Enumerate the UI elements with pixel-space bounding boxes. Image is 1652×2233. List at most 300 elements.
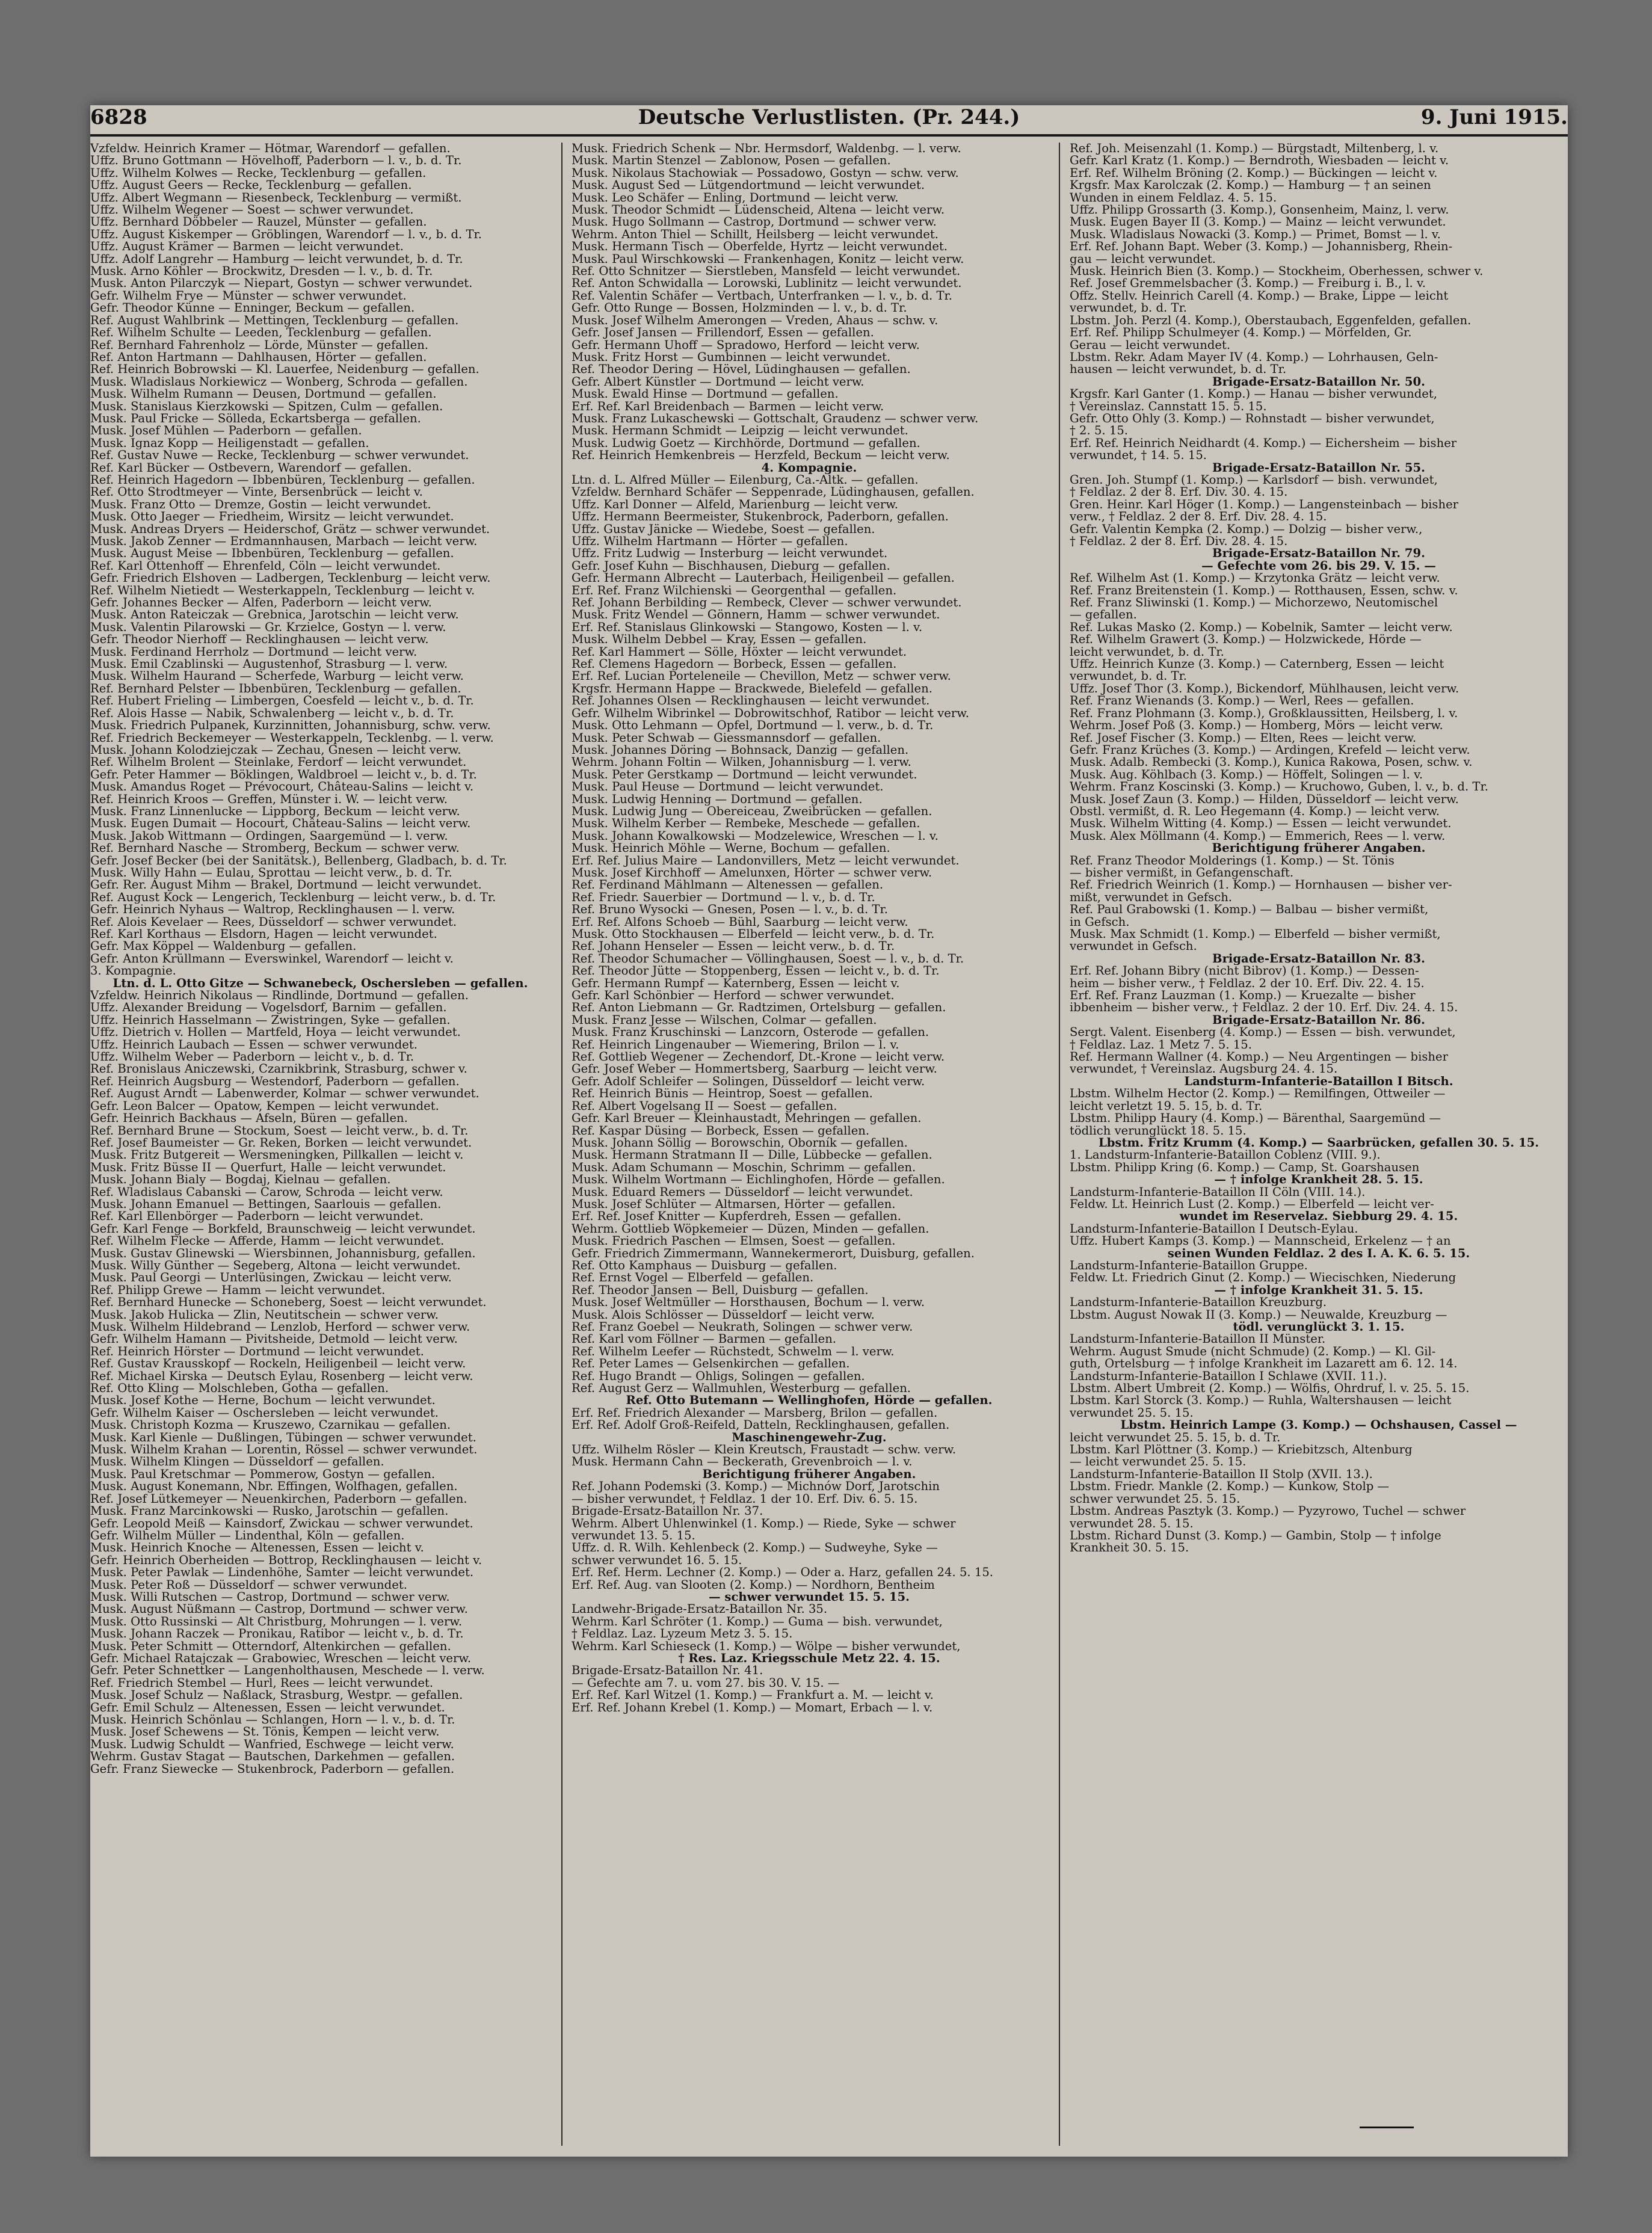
section-heading: wundet im Reservelaz. Siebburg 29. 4. 15. bbox=[1179, 1210, 1458, 1223]
casualty-entry: ibbenheim — bisher verw., † Feldlaz. 2 der 10. Erf. Div. 24. 4. 15. bbox=[1070, 1002, 1458, 1014]
casualty-entry: Musk. Peter Roß — Düsseldorf — schwer verwundet. bbox=[90, 1578, 407, 1591]
casualty-entry: Ref. Ernst Vogel — Elberfeld — gefallen. bbox=[572, 1272, 814, 1284]
casualty-entry: Erf. Ref. Aug. van Slooten (2. Komp.) — Nordhorn, Bentheim bbox=[572, 1578, 935, 1591]
casualty-entry: Gefr. Wilhelm Wibrinkel — Dobrowitschhof, Ratibor — leicht verw. bbox=[572, 707, 969, 720]
casualty-entry: Musk. Johann Söllig — Borowschin, Oborník — gefallen. bbox=[572, 1136, 908, 1150]
casualty-entry: Landsturm-Infanterie-Bataillon I Deutsch-Eylau. bbox=[1070, 1222, 1358, 1236]
casualty-entry: Ltn. d. L. Alfred Müller — Eilenburg, Ca.-Altk. — gefallen. bbox=[572, 473, 919, 487]
casualty-entry: Uffz. Alexander Breidung — Vogelsdorf, Barnim — gefallen. bbox=[90, 1002, 447, 1014]
casualty-entry: verwundet 28. 5. 15. bbox=[1070, 1517, 1194, 1530]
casualty-entry: Ref. Josef Fischer (3. Komp.) — Elten, Rees — leicht verw. bbox=[1070, 732, 1417, 744]
casualty-entry: Ref. Peter Lames — Gelsenkirchen — gefallen. bbox=[572, 1358, 850, 1370]
casualty-entry: Offz. Stellv. Heinrich Carell (4. Komp.) — Brake, Lippe — leicht bbox=[1070, 289, 1449, 303]
casualty-entry: Ref. Wilhelm Schulte — Leeden, Tecklenburg — gefallen. bbox=[90, 327, 432, 339]
casualty-entry: Gefr. Wilhelm Frye — Münster — schwer verwundet. bbox=[90, 289, 407, 303]
casualty-entry: Gefr. Franz Krüches (3. Komp.) — Ardingen, Krefeld — leicht verw. bbox=[1070, 744, 1470, 757]
casualty-entry: Gefr. Josef Kuhn — Bischhausen, Dieburg — gefallen. bbox=[572, 559, 890, 573]
casualty-entry: Landwehr-Brigade-Ersatz-Bataillon Nr. 35. bbox=[572, 1603, 828, 1616]
casualty-entry: Ref. Otto Kling — Molschleben, Gotha — gefallen. bbox=[90, 1382, 389, 1395]
casualty-entry: Wehrm. August Smude (nicht Schmude) (2. Komp.) — Kl. Gil- bbox=[1070, 1345, 1436, 1358]
casualty-entry: Erf. Ref. Wilhelm Bröning (2. Komp.) — Bückingen — leicht v. bbox=[1070, 167, 1438, 180]
casualty-entry: Ref. Karl vom Föllner — Barmen — gefallen. bbox=[572, 1333, 837, 1346]
casualty-entry: Musk. Aug. Köhlbach (3. Komp.) — Höffelt, Solingen — l. v. bbox=[1070, 768, 1423, 781]
casualty-entry: Musk. Adalb. Rembecki (3. Komp.), Kunica Rakowa, Posen, schw. v. bbox=[1070, 756, 1473, 769]
section-heading: Ltn. d. L. Otto Gitze — Schwanebeck, Oschersleben — gefallen. bbox=[112, 977, 528, 990]
casualty-entry: Uffz. Philipp Grossarth (3. Komp.), Gonsenheim, Mainz, l. verw. bbox=[1070, 204, 1449, 217]
section-heading: Berichtigung früherer Angaben. bbox=[702, 1468, 916, 1481]
casualty-entry: Musk. Hermann Cahn — Beckerath, Grevenbroich — l. v. bbox=[572, 1456, 913, 1468]
casualty-entry: leicht verwundet 25. 5. 15, b. d. Tr. bbox=[1070, 1431, 1281, 1444]
section-heading: — † infolge Krankheit 28. 5. 15. bbox=[1214, 1174, 1423, 1186]
casualty-entry: Ref. Bernhard Nasche — Stromberg, Beckum — schwer verw. bbox=[90, 842, 460, 855]
casualty-entry: Gefr. Karl Schönbier — Herford — schwer verwundet. bbox=[572, 990, 895, 1002]
casualty-entry: Musk. Franz Kruschinski — Lanzcorn, Osterode — gefallen. bbox=[572, 1026, 929, 1039]
casualty-entry: Erf. Ref. Julius Maire — Landonvillers, Metz — leicht verwundet. bbox=[572, 854, 960, 867]
casualty-entry: Musk. Eugen Bayer II (3. Komp.) — Mainz — leicht verwundet. bbox=[1070, 216, 1446, 229]
casualty-entry: Ref. Wilhelm Nietiedt — Westerkappeln, Tecklenburg — leicht v. bbox=[90, 584, 475, 597]
casualty-entry: Lbstm. Wilhelm Hector (2. Komp.) — Remilfingen, Ottweiler — bbox=[1070, 1088, 1446, 1100]
header-rule bbox=[90, 134, 1568, 137]
casualty-entry: Feldw. Lt. Heinrich Lust (2. Komp.) — Elberfeld — leicht ver- bbox=[1070, 1198, 1434, 1211]
casualty-entry: Uffz. Heinrich Hasselmann — Zwistringen, Syke — gefallen. bbox=[90, 1014, 451, 1027]
casualty-entry: Erf. Ref. Adolf Groß-Reifeld, Datteln, Recklinghausen, gefallen. bbox=[572, 1419, 950, 1432]
casualty-entry: Musk. Franz Marcinkowski — Rusko, Jarotschin — gefallen. bbox=[90, 1505, 449, 1518]
casualty-entry: Erf. Ref. Heinrich Neidhardt (4. Komp.) — Eichersheim — bisher bbox=[1070, 437, 1457, 450]
casualty-entry: Musk. Friedrich Paschen — Elmsen, Soest — gefallen. bbox=[572, 1235, 896, 1248]
casualty-entry: Musk. Otto Stockhausen — Elberfeld — leicht verw., b. d. Tr. bbox=[572, 928, 935, 941]
casualty-entry: Ref. Wilhelm Leefer — Rüchstedt, Schwelm — l. verw. bbox=[572, 1345, 895, 1358]
casualty-entry: verwundet in Gefsch. bbox=[1070, 940, 1197, 953]
casualty-entry: Musk. Wladislaus Nowacki (3. Komp.) — Primet, Bomst — l. v. bbox=[1070, 228, 1441, 241]
casualty-entry: Landsturm-Infanterie-Bataillon I Schlawe (XVII. 11.). bbox=[1070, 1370, 1387, 1383]
casualty-entry: Erf. Ref. Karl Witzel (1. Komp.) — Frankfurt a. M. — leicht v. bbox=[572, 1689, 934, 1702]
casualty-entry: Musk. Martin Stenzel — Zablonow, Posen — gefallen. bbox=[572, 155, 891, 167]
casualty-entry: Ref. Franz Sliwinski (1. Komp.) — Michorzewo, Neutomischel bbox=[1070, 597, 1438, 609]
casualty-entry: Musk. Heinrich Möhle — Werne, Bochum — gefallen. bbox=[572, 842, 890, 855]
casualty-entry: Musk. Wilhelm Debbel — Kray, Essen — gefallen. bbox=[572, 633, 867, 646]
casualty-entry: Ref. Lukas Masko (2. Komp.) — Kobelnik, Samter — leicht verw. bbox=[1070, 621, 1453, 634]
casualty-entry: gau — leicht verwundet. bbox=[1070, 253, 1216, 266]
casualty-entry: Musk. Paul Fricke — Sölleda, Eckartsberga — gefallen. bbox=[90, 412, 421, 425]
casualty-entry: Gren. Heinr. Karl Höger (1. Komp.) — Langensteinbach — bisher bbox=[1070, 498, 1459, 511]
casualty-entry: Erf. Ref. Johann Bapt. Weber (3. Komp.) — Johannisberg, Rhein- bbox=[1070, 241, 1453, 253]
casualty-entry: Musk. Max Schmidt (1. Komp.) — Elberfeld — bisher vermißt, bbox=[1070, 928, 1441, 941]
casualty-entry: Wehrm. Gottlieb Wöpkemeier — Düzen, Minden — gefallen. bbox=[572, 1222, 929, 1236]
casualty-entry: † Vereinslaz. Cannstatt 15. 5. 15. bbox=[1070, 400, 1267, 413]
casualty-entry: Erf. Ref. Franz Wilchienski — Georgenthal — gefallen. bbox=[572, 584, 897, 597]
casualty-entry: Landsturm-Infanterie-Bataillon II Cöln (VIII. 14.). bbox=[1070, 1186, 1366, 1198]
casualty-entry: Lbstm. Andreas Pasztyk (3. Komp.) — Pyzyrowo, Tuchel — schwer bbox=[1070, 1505, 1466, 1518]
casualty-entry: Lbstm. Richard Dunst (3. Komp.) — Gambin, Stolp — † infolge bbox=[1070, 1529, 1441, 1542]
casualty-entry: Ref. Hermann Wallner (4. Komp.) — Neu Argentingen — bisher bbox=[1070, 1051, 1448, 1064]
casualty-entry: Gefr. Otto Ohly (3. Komp.) — Rohnstadt — bisher verwundet, bbox=[1070, 412, 1435, 425]
newspaper-page bbox=[90, 105, 1568, 2157]
casualty-entry: Uffz. Adolf Langrehr — Hamburg — leicht verwundet, b. d. Tr. bbox=[90, 253, 463, 266]
casualty-entry: † 2. 5. 15. bbox=[1070, 425, 1129, 437]
casualty-entry: Gefr. Albert Künstler — Dortmund — leicht verw. bbox=[572, 375, 865, 389]
casualty-entry: Erf. Ref. Karl Breidenbach — Barmen — leicht verw. bbox=[572, 400, 884, 413]
casualty-entry: Lbstm. Philipp Kring (6. Komp.) — Camp, St. Goarshausen bbox=[1070, 1161, 1420, 1174]
casualty-entry: Musk. Heinrich Schönlau — Schlangen, Horn — l. v., b. d. Tr. bbox=[90, 1714, 455, 1726]
casualty-entry: verwundet, b. d. Tr. bbox=[1070, 670, 1188, 683]
casualty-entry: Musk. Wilhelm Witting (4. Komp.) — Essen — leicht verwundet. bbox=[1070, 818, 1452, 830]
casualty-entry: Erf. Ref. Friedrich Alexander — Marsberg, Brilon — gefallen. bbox=[572, 1406, 938, 1420]
casualty-entry: verwundet, † Vereinslaz. Augsburg 24. 4. 15. bbox=[1070, 1063, 1338, 1076]
casualty-entry: Uffz. Gustav Jänicke — Wiedebe, Soest — gefallen. bbox=[572, 523, 875, 535]
casualty-entry: Musk. Heinrich Bien (3. Komp.) — Stockheim, Oberhessen, schwer v. bbox=[1070, 265, 1484, 278]
casualty-entry: Lbstm. Albert Umbreit (2. Komp.) — Wölfis, Ohrdruf, l. v. 25. 5. 15. bbox=[1070, 1382, 1470, 1395]
casualty-entry: Musk. Peter Pawlak — Lindenhöhe, Samter — leicht verwundet. bbox=[90, 1566, 474, 1579]
casualty-entry: Musk. Otto Lehmann — Opfel, Dortmund — l. verw., b. d. Tr. bbox=[572, 719, 934, 732]
casualty-entry: Uffz. Wilhelm Weber — Paderborn — leicht v., b. d. Tr. bbox=[90, 1051, 415, 1064]
casualty-entry: verw., † Feldlaz. 2 der 8. Erf. Div. 28. 4. 15. bbox=[1070, 511, 1327, 523]
section-heading: — schwer verwundet 15. 5. 15. bbox=[709, 1591, 910, 1604]
casualty-entry: — bisher vermißt, in Gefangenschaft. bbox=[1070, 866, 1294, 879]
casualty-entry: Ref. Franz Theodor Molderings (1. Komp.) — St. Tönis bbox=[1070, 854, 1395, 867]
casualty-entry: Erf. Ref. Stanislaus Glinkowski — Stangowo, Kosten — l. v. bbox=[572, 621, 923, 634]
casualty-entry: Musk. Hermann Tisch — Oberfelde, Hyrtz — leicht verwundet. bbox=[572, 241, 948, 253]
casualty-entry: Wehrm. Albert Uhlenwinkel (1. Komp.) — Riede, Syke — schwer bbox=[572, 1517, 956, 1530]
casualty-entry: Lbstm. Philipp Haury (4. Komp.) — Bärenthal, Saargemünd — bbox=[1070, 1112, 1441, 1125]
page-title: Deutsche Verlustlisten. (Pr. 244.) bbox=[638, 105, 1020, 129]
casualty-entry: Musk. August Konemann, Nbr. Effingen, Wolfhagen, gefallen. bbox=[90, 1480, 458, 1493]
casualty-entry: Ref. Wilhelm Ast (1. Komp.) — Krzytonka Grätz — leicht verw. bbox=[1070, 572, 1440, 585]
casualty-entry: Ref. Anton Liebmann — Gr. Radtzimen, Ortelsburg — gefallen. bbox=[572, 1002, 946, 1014]
casualty-entry: Musk. Wilhelm Krahan — Lorentin, Rössel — schwer verwundet. bbox=[90, 1444, 478, 1456]
casualty-entry: Ref. Philipp Grewe — Hamm — leicht verwundet. bbox=[90, 1284, 386, 1297]
casualty-entry: Musk. Willi Rutschen — Castrop, Dortmund — schwer verw. bbox=[90, 1591, 450, 1604]
casualty-entry: Erf. Ref. Johann Bibry (nicht Bibrov) (1. Komp.) — Dessen- bbox=[1070, 965, 1419, 978]
section-heading: Brigade-Ersatz-Bataillon Nr. 83. bbox=[1212, 952, 1425, 966]
casualty-entry: Uffz. Hermann Beermeister, Stukenbrock, Paderborn, gefallen. bbox=[572, 511, 949, 523]
casualty-entry: Ref. Otto Strodtmeyer — Vinte, Bersenbrück — leicht v. bbox=[90, 486, 423, 499]
casualty-entry: Gefr. Anton Krüllmann — Everswinkel, Warendorf — leicht v. bbox=[90, 952, 454, 966]
casualty-entry: Lbstm. Rekr. Adam Mayer IV (4. Komp.) — Lohrhausen, Geln- bbox=[1070, 351, 1438, 364]
casualty-entry: Ref. Karl Hammert — Sölle, Höxter — leicht verwundet. bbox=[572, 645, 907, 659]
casualty-entry: Musk. Anton Pilarczyk — Niepart, Gostyn — schwer verwundet. bbox=[90, 277, 473, 290]
casualty-entry: Ref. Wladislaus Cabanski — Carow, Schroda — leicht verw. bbox=[90, 1186, 443, 1198]
casualty-entry: Musk. Fritz Butgereit — Wersmeningken, Pillkallen — leicht v. bbox=[90, 1149, 464, 1162]
casualty-entry: Musk. Paul Georgi — Unterlüsingen, Zwickau — leicht verw. bbox=[90, 1272, 452, 1284]
casualty-entry: Gefr. Heinrich Nyhaus — Waltrop, Recklinghausen — l. verw. bbox=[90, 904, 455, 916]
section-heading: — † infolge Krankheit 31. 5. 15. bbox=[1214, 1284, 1423, 1297]
casualty-entry: Gefr. Johannes Becker — Alfen, Paderborn — leicht verw. bbox=[90, 597, 432, 609]
casualty-entry: Uffz. Bruno Gottmann — Hövelhoff, Paderborn — l. v., b. d. Tr. bbox=[90, 155, 462, 167]
casualty-entry: Ref. August Kock — Lengerich, Tecklenburg — leicht verw., b. d. Tr. bbox=[90, 891, 496, 904]
casualty-entry: Musk. Ludwig Jung — Obereiceau, Zweibrücken — gefallen. bbox=[572, 805, 932, 818]
casualty-entry: Gefr. Theodor Nierhoff — Recklinghausen — leicht verw. bbox=[90, 633, 429, 646]
section-heading: Brigade-Ersatz-Bataillon Nr. 50. bbox=[1212, 375, 1425, 389]
casualty-entry: Musk. Johann Kolodziejczak — Zechau, Gnesen — leicht verw. bbox=[90, 744, 461, 757]
casualty-entry: Lbstm. August Nowak II (3. Komp.) — Neuwalde, Kreuzburg — bbox=[1070, 1308, 1447, 1321]
casualty-entry: Erf. Ref. Philipp Schulmeyer (4. Komp.) — Mörfelden, Gr. bbox=[1070, 327, 1412, 339]
column-2 bbox=[572, 143, 1047, 2146]
section-heading: Brigade-Ersatz-Bataillon Nr. 79. bbox=[1212, 547, 1425, 560]
casualty-entry: Musk. Fritz Büsse II — Querfurt, Halle — leicht verwundet. bbox=[90, 1161, 446, 1174]
casualty-entry: Gefr. Friedrich Elshoven — Ladbergen, Tecklenburg — leicht verw. bbox=[90, 572, 491, 585]
casualty-entry: Ref. Valentin Schäfer — Vertbach, Unterfranken — l. v., b. d. Tr. bbox=[572, 289, 952, 303]
casualty-entry: Uffz. Fritz Ludwig — Insterburg — leicht verwundet. bbox=[572, 547, 888, 560]
casualty-entry: Gefr. Karl Breuer — Kleinhaustadt, Mehringen — gefallen. bbox=[572, 1112, 922, 1125]
casualty-entry: Landsturm-Infanterie-Bataillon Kreuzburg. bbox=[1070, 1296, 1327, 1309]
casualty-entry: Musk. Peter Schmitt — Otterndorf, Altenkirchen — gefallen. bbox=[90, 1640, 451, 1652]
casualty-entry: Ref. Joh. Meisenzahl (1. Komp.) — Bürgstadt, Miltenberg, l. v. bbox=[1070, 143, 1439, 155]
casualty-entry: Ref. Otto Schnitzer — Sierstleben, Mansfeld — leicht verwundet. bbox=[572, 265, 961, 278]
casualty-entry: Krgsfr. Max Karolczak (2. Komp.) — Hamburg — † an seinen bbox=[1070, 179, 1431, 192]
casualty-entry: Musk. Ludwig Goetz — Kirchhörde, Dortmund — gefallen. bbox=[572, 437, 920, 450]
casualty-entry: Musk. Jakob Hulicka — Zlin, Neutitschein — schwer verw. bbox=[90, 1308, 439, 1321]
casualty-entry: Musk. Franz Linnenlucke — Lippborg, Beckum — leicht verw. bbox=[90, 805, 460, 818]
casualty-entry: Ref. Heinrich Lingenauber — Wiemering, Brilon — l. v. bbox=[572, 1038, 899, 1052]
casualty-entry: Musk. Theodor Schmidt — Lüdenscheid, Altena — leicht verw. bbox=[572, 204, 945, 217]
casualty-entry: schwer verwundet 16. 5. 15. bbox=[572, 1554, 742, 1567]
casualty-entry: Ref. Alois Kevelaer — Rees, Düsseldorf — schwer verwundet. bbox=[90, 916, 457, 928]
casualty-entry: Erf. Ref. Franz Lauzman (1. Komp.) — Kruezalte — bisher bbox=[1070, 990, 1416, 1002]
casualty-entry: Wunden in einem Feldlaz. 4. 5. 15. bbox=[1070, 191, 1277, 205]
casualty-entry: Gefr. Valentin Kempka (2. Komp.) — Dolzig — bisher verw., bbox=[1070, 523, 1423, 535]
casualty-entry: Musk. Wilhelm Klingen — Düsseldorf — gefallen. bbox=[90, 1456, 384, 1468]
casualty-entry: Uffz. Heinrich Kunze (3. Komp.) — Caternberg, Essen — leicht bbox=[1070, 658, 1444, 671]
casualty-entry: Feldw. Lt. Friedrich Ginut (2. Komp.) — Wiecischken, Niederung bbox=[1070, 1272, 1456, 1284]
casualty-entry: Musk. Paul Wirschkowski — Frankenhagen, Konitz — leicht verw. bbox=[572, 253, 964, 266]
casualty-entry: Erf. Ref. Johann Krebel (1. Komp.) — Momart, Erbach — l. v. bbox=[572, 1701, 933, 1714]
casualty-entry: Musk. Adam Schumann — Moschin, Schrimm — gefallen. bbox=[572, 1161, 916, 1174]
casualty-entry: Ref. Josef Gremmelsbacher (3. Komp.) — Freiburg i. B., l. v. bbox=[1070, 277, 1426, 290]
casualty-entry: Obstl. vermißt, d. R. Leo Hegemann (4. Komp.) — leicht verw. bbox=[1070, 805, 1440, 818]
casualty-entry: Ref. Johann Henseler — Essen — leicht verw., b. d. Tr. bbox=[572, 940, 895, 953]
casualty-entry: Landsturm-Infanterie-Bataillon II Stolp (XVII. 13.). bbox=[1070, 1468, 1373, 1481]
casualty-entry: Gefr. Michael Ratajczak — Grabowiec, Wreschen — leicht verw. bbox=[90, 1652, 472, 1665]
casualty-entry: Musk. Ferdinand Herrholz — Dortmund — leicht verw. bbox=[90, 645, 418, 659]
casualty-entry: Uffz. Hubert Kamps (3. Komp.) — Mannscheid, Erkelenz — † an bbox=[1070, 1235, 1451, 1248]
casualty-entry: Musk. Josef Schlüter — Altmarsen, Hörter — gefallen. bbox=[572, 1198, 896, 1211]
casualty-entry: Gefr. Wilhelm Hamann — Pivitsheide, Detmold — leicht verw. bbox=[90, 1333, 458, 1346]
casualty-entry: Musk. Josef Schewens — St. Tönis, Kempen — leicht verw. bbox=[90, 1726, 440, 1739]
casualty-entry: Musk. August Nüßmann — Castrop, Dortmund — schwer verw. bbox=[90, 1603, 468, 1616]
casualty-entry: Musk. Heinrich Knoche — Altenessen, Essen — leicht v. bbox=[90, 1542, 424, 1554]
casualty-entry: Gefr. Hermann Rumpf — Katernberg, Essen — leicht v. bbox=[572, 977, 900, 990]
casualty-entry: Uffz. Dietrich v. Hollen — Martfeld, Hoya — leicht verwundet. bbox=[90, 1026, 461, 1039]
casualty-entry: Ref. Heinrich Hörster — Dortmund — leicht verwundet. bbox=[90, 1345, 424, 1358]
casualty-entry: Musk. Eugen Dumait — Hocourt, Château-Salins — leicht verw. bbox=[90, 818, 471, 830]
casualty-entry: Ref. Theodor Jansen — Bell, Duisburg — gefallen. bbox=[572, 1284, 869, 1297]
casualty-entry: Landsturm-Infanterie-Bataillon II Münster. bbox=[1070, 1333, 1326, 1346]
casualty-entry: Ref. Josef Baumeister — Gr. Reken, Borken — leicht verwundet. bbox=[90, 1136, 472, 1150]
casualty-entry: Gefr. Adolf Schleifer — Solingen, Düsseldorf — leicht verw. bbox=[572, 1075, 925, 1088]
casualty-entry: Ref. Heinrich Hemkenbreis — Herzfeld, Beckum — leicht verw. bbox=[572, 449, 950, 462]
casualty-entry: Musk. Paul Heuse — Dortmund — leicht verwundet. bbox=[572, 781, 884, 793]
casualty-entry: Ref. Bruno Wysocki — Gnesen, Posen — l. v., b. d. Tr. bbox=[572, 904, 888, 916]
casualty-entry: Gefr. Hermann Uhoff — Spradowo, Herford — leicht verw. bbox=[572, 339, 920, 351]
casualty-entry: Ref. Wilhelm Grawert (3. Komp.) — Holzwickede, Hörde — bbox=[1070, 633, 1422, 646]
casualty-entry: Ref. Anton Hartmann — Dahlhausen, Hörter — gefallen. bbox=[90, 351, 427, 364]
casualty-entry: Ref. Friedrich Beckemeyer — Westerkappeln, Tecklenbg. — l. verw. bbox=[90, 732, 494, 744]
casualty-entry: Gefr. Theodor Künne — Enninger, Beckum — gefallen. bbox=[90, 302, 415, 315]
casualty-entry: Gren. Joh. Stumpf (1. Komp.) — Karlsdorf — bish. verwundet, bbox=[1070, 473, 1438, 487]
casualty-entry: verwundet, † 14. 5. 15. bbox=[1070, 449, 1207, 462]
page-number: 6828 bbox=[90, 105, 147, 129]
column-divider-1 bbox=[561, 143, 562, 2146]
casualty-entry: Ref. Bernhard Brune — Stockum, Soest — leicht verw., b. d. Tr. bbox=[90, 1124, 469, 1137]
casualty-entry: Ref. Kaspar Düsing — Borbeck, Essen — gefallen. bbox=[572, 1124, 870, 1137]
casualty-entry: Musk. August Sed — Lütgendortmund — leicht verwundet. bbox=[572, 179, 925, 192]
casualty-entry: Ref. Franz Wienands (3. Komp.) — Werl, Rees — gefallen. bbox=[1070, 695, 1414, 707]
casualty-entry: Ref. Friedrich Stembel — Hurl, Rees — leicht verwundet. bbox=[90, 1677, 434, 1690]
casualty-entry: Ref. Josef Lütkemeyer — Neuenkirchen, Paderborn — gefallen. bbox=[90, 1492, 467, 1506]
casualty-entry: Brigade-Ersatz-Bataillon Nr. 37. bbox=[572, 1505, 763, 1518]
casualty-entry: Musk. Wilhelm Rumann — Deusen, Dortmund — gefallen. bbox=[90, 388, 437, 401]
casualty-entry: heim — bisher verw., † Feldlaz. 2 der 10. Erf. Div. 22. 4. 15. bbox=[1070, 977, 1425, 990]
casualty-entry: Musk. Josef Schulz — Naßlack, Strasburg, Westpr. — gefallen. bbox=[90, 1689, 463, 1702]
casualty-entry: Musk. Karl Kienle — Dußlingen, Tübingen — schwer verwundet. bbox=[90, 1431, 476, 1444]
casualty-entry: Gefr. Peter Hammer — Böklingen, Waldbroel — leicht v., b. d. Tr. bbox=[90, 768, 477, 781]
casualty-entry: Gefr. Josef Becker (bei der Sanitätsk.), Bellenberg, Gladbach, b. d. Tr. bbox=[90, 854, 507, 867]
casualty-entry: Gefr. Wilhelm Müller — Lindenthal, Köln — gefallen. bbox=[90, 1529, 405, 1542]
casualty-entry: Ref. Hubert Frieling — Limbergen, Coesfeld — leicht v., b. d. Tr. bbox=[90, 695, 474, 707]
casualty-entry: Ref. August Arndt — Labenwerder, Kolmar — schwer verwundet. bbox=[90, 1088, 479, 1100]
casualty-entry: Gefr. Hermann Albrecht — Lauterbach, Heiligenbeil — gefallen. bbox=[572, 572, 955, 585]
casualty-entry: Ref. Johannes Olsen — Recklinghausen — leicht verwundet. bbox=[572, 695, 930, 707]
casualty-entry: Uffz. Heinrich Laubach — Essen — schwer verwundet. bbox=[90, 1038, 418, 1052]
casualty-entry: Musk. Wilhelm Haurand — Scherfede, Warburg — leicht verw. bbox=[90, 670, 464, 683]
section-heading: Lbstm. Heinrich Lampe (3. Komp.) — Ochshausen, Cassel — bbox=[1120, 1419, 1517, 1432]
casualty-entry: Musk. Otto Russinski — Alt Christburg, Mohrungen — l. verw. bbox=[90, 1615, 463, 1628]
casualty-entry: hausen — leicht verwundet, b. d. Tr. bbox=[1070, 363, 1287, 376]
casualty-entry: Ref. Heinrich Augsburg — Westendorf, Paderborn — gefallen. bbox=[90, 1075, 460, 1088]
casualty-entry: verwundet, b. d. Tr. bbox=[1070, 302, 1188, 315]
casualty-entry: Ref. Paul Grabowski (1. Komp.) — Balbau — bisher vermißt, bbox=[1070, 904, 1429, 916]
casualty-entry: Musk. Jakob Zenner — Erdmannhausen, Marbach — leicht verw. bbox=[90, 535, 478, 548]
section-heading: 4. Kompagnie. bbox=[761, 461, 857, 474]
casualty-entry: Musk. Josef Zaun (3. Komp.) — Hilden, Düsseldorf — leicht verw. bbox=[1070, 793, 1459, 805]
casualty-entry: Musk. Valentin Pilarowski — Gr. Krzielce, Gostyn — l. verw. bbox=[90, 621, 446, 634]
end-rule bbox=[1360, 2127, 1414, 2128]
casualty-entry: Ref. Karl Ottenhoff — Ehrenfeld, Cöln — leicht verwundet. bbox=[90, 559, 441, 573]
casualty-entry: Musk. Ignaz Kopp — Heiligenstadt — gefallen. bbox=[90, 437, 369, 450]
casualty-entry: Ref. Otto Kamphaus — Duisburg — gefallen. bbox=[572, 1259, 837, 1272]
casualty-entry: Musk. Johannes Döring — Bohnsack, Danzig — gefallen. bbox=[572, 744, 909, 757]
casualty-entry: † Feldlaz. 2 der 8. Erf. Div. 30. 4. 15. bbox=[1070, 486, 1288, 499]
casualty-entry: Vzfeldw. Heinrich Kramer — Hötmar, Warendorf — gefallen. bbox=[90, 143, 451, 155]
casualty-entry: Gefr. Emil Schulz — Altenessen, Essen — leicht verwundet. bbox=[90, 1701, 445, 1714]
casualty-entry: Uffz. August Kiskemper — Gröblingen, Warendorf — l. v., b. d. Tr. bbox=[90, 228, 482, 241]
casualty-entry: Musk. Josef Mühlen — Paderborn — gefallen. bbox=[90, 425, 362, 437]
casualty-entry: † Feldlaz. Laz. 1 Metz 7. 5. 15. bbox=[1070, 1038, 1252, 1052]
casualty-entry: Musk. Johann Bialy — Bogdaj, Kielnau — gefallen. bbox=[90, 1174, 391, 1186]
casualty-entry: Ref. Johann Podemski (3. Komp.) — Michnów Dorf, Jarotschin bbox=[572, 1480, 940, 1493]
casualty-entry: Gerau — leicht verwundet. bbox=[1070, 339, 1231, 351]
casualty-entry: Wehrm. Anton Thiel — Schillt, Heilsberg — leicht verwundet. bbox=[572, 228, 938, 241]
casualty-entry: Uffz. Wilhelm Rösler — Klein Kreutsch, Fraustadt — schw. verw. bbox=[572, 1444, 957, 1456]
casualty-entry: Musk. Friedrich Pulpanek, Kurzinnitten, Johannisburg, schw. verw. bbox=[90, 719, 491, 732]
casualty-entry: mißt, verwundet in Gefsch. bbox=[1070, 891, 1233, 904]
casualty-entry: Ref. Gustav Nuwe — Recke, Tecklenburg — schwer verwundet. bbox=[90, 449, 469, 462]
casualty-entry: Musk. Peter Gerstkamp — Dortmund — leicht verwundet. bbox=[572, 768, 917, 781]
casualty-entry: — leicht verwundet 25. 5. 15. bbox=[1070, 1456, 1247, 1468]
casualty-entry: Sergt. Valent. Eisenberg (4. Komp.) — Essen — bish. verwundet, bbox=[1070, 1026, 1456, 1039]
column-divider-2 bbox=[1059, 143, 1060, 2146]
section-heading: — Gefechte vom 26. bis 29. V. 15. — bbox=[1201, 559, 1436, 573]
casualty-entry: Musk. Wladislaus Norkiewicz — Wonberg, Schroda — gefallen. bbox=[90, 375, 468, 389]
casualty-entry: Krgsfr. Karl Ganter (1. Komp.) — Hanau — bisher verwundet, bbox=[1070, 388, 1437, 401]
casualty-entry: Ref. Anton Schwidalla — Lorowski, Lublinitz — leicht verwundet. bbox=[572, 277, 962, 290]
section-heading: tödl. verunglückt 3. 1. 15. bbox=[1233, 1321, 1405, 1334]
casualty-entry: Wehrm. Gustav Stagat — Bautschen, Darkehmen — gefallen. bbox=[90, 1751, 455, 1763]
casualty-entry: Musk. Emil Czablinski — Augustenhof, Strasburg — l. verw. bbox=[90, 658, 448, 671]
casualty-entry: Musk. Alex Möllmann (4. Komp.) — Emmerich, Rees — l. verw. bbox=[1070, 830, 1446, 843]
casualty-entry: Ref. Heinrich Kroos — Greffen, Münster i. W. — leicht verw. bbox=[90, 793, 448, 805]
casualty-entry: Uffz. Wilhelm Wegener — Soest — schwer verwundet. bbox=[90, 204, 414, 217]
casualty-entry: — gefallen. bbox=[1070, 609, 1137, 621]
casualty-entry: Gefr. Karl Fenge — Borkfeld, Braunschweig — leicht verwundet. bbox=[90, 1222, 476, 1236]
casualty-entry: Lbstm. Joh. Perzl (4. Komp.), Oberstaubach, Eggenfelden, gefallen. bbox=[1070, 314, 1472, 327]
casualty-entry: Gefr. Leon Balcer — Opatow, Kempen — leicht verwundet. bbox=[90, 1100, 439, 1113]
casualty-entry: Gefr. Rer. August Mihm — Brakel, Dortmund — leicht verwundet. bbox=[90, 879, 482, 892]
section-heading: seinen Wunden Feldlaz. 2 des I. A. K. 6. 5. 15. bbox=[1167, 1247, 1470, 1260]
casualty-entry: Uffz. Wilhelm Kolwes — Recke, Tecklenburg — gefallen. bbox=[90, 167, 427, 180]
casualty-entry: Ref. Hugo Brandt — Ohligs, Solingen — gefallen. bbox=[572, 1370, 865, 1383]
casualty-entry: Gefr. Wilhelm Kaiser — Oschersleben — leicht verwundet. bbox=[90, 1406, 439, 1420]
casualty-entry: Musk. Willy Hahn — Eulau, Sprottau — leicht verw., b. d. Tr. bbox=[90, 866, 452, 879]
casualty-entry: verwundet 13. 5. 15. bbox=[572, 1529, 695, 1542]
casualty-entry: 3. Kompagnie. bbox=[90, 965, 176, 978]
casualty-entry: Musk. Wilhelm Hildebrand — Lenzlob, Herford — schwer verw. bbox=[90, 1321, 470, 1334]
casualty-entry: Uffz. August Geers — Recke, Tecklenburg — gefallen. bbox=[90, 179, 412, 192]
casualty-entry: † Feldlaz. 2 der 8. Erf. Div. 28. 4. 15. bbox=[1070, 535, 1288, 548]
casualty-entry: Musk. Hermann Schmidt — Leipzig — leicht verwundet. bbox=[572, 425, 908, 437]
casualty-entry: Musk. Franz Lukaschewski — Gottschalt, Graudenz — schwer verw. bbox=[572, 412, 979, 425]
casualty-entry: Musk. Ewald Hinse — Dortmund — gefallen. bbox=[572, 388, 839, 401]
casualty-entry: Musk. Christoph Kozma — Kruszewo, Czarnikau — gefallen. bbox=[90, 1419, 451, 1432]
casualty-entry: Musk. August Meise — Ibbenbüren, Tecklenburg — gefallen. bbox=[90, 547, 454, 560]
casualty-entry: Musk. Wilhelm Wortmann — Eichlinghofen, Hörde — gefallen. bbox=[572, 1174, 945, 1186]
casualty-entry: Erf. Ref. Alfons Schoeb — Bühl, Saarburg — leicht verw. bbox=[572, 916, 908, 928]
casualty-entry: Musk. Amandus Roget — Prévocourt, Château-Salins — leicht v. bbox=[90, 781, 474, 793]
casualty-entry: Gefr. Friedrich Zimmermann, Wannekermerort, Duisburg, gefallen. bbox=[572, 1247, 975, 1260]
casualty-entry: Musk. Jakob Wittmann — Ordingen, Saargemünd — l. verw. bbox=[90, 830, 448, 843]
section-heading: † Res. Laz. Kriegsschule Metz 22. 4. 15. bbox=[678, 1652, 940, 1665]
casualty-entry: Gefr. Franz Siewecke — Stukenbrock, Paderborn — gefallen. bbox=[90, 1763, 455, 1776]
casualty-entry: Musk. Leo Schäfer — Enling, Dortmund — leicht verw. bbox=[572, 191, 899, 205]
casualty-entry: Musk. Ludwig Henning — Dortmund — gefallen. bbox=[572, 793, 863, 805]
casualty-entry: Ref. Michael Kirska — Deutsch Eylau, Rosenberg — leicht verw. bbox=[90, 1370, 473, 1383]
casualty-entry: Vzfeldw. Heinrich Nikolaus — Rindlinde, Dortmund — gefallen. bbox=[90, 990, 469, 1002]
casualty-entry: Krankheit 30. 5. 15. bbox=[1070, 1542, 1189, 1554]
casualty-entry: Musk. Nikolaus Stachowiak — Possadowo, Gostyn — schw. verw. bbox=[572, 167, 959, 180]
casualty-entry: Ref. Bronislaus Aniczewski, Czarnikbrink, Strasburg, schwer v. bbox=[90, 1063, 467, 1076]
casualty-entry: Ref. Theodor Jütte — Stoppenberg, Essen — leicht v., b. d. Tr. bbox=[572, 965, 940, 978]
casualty-entry: Ref. Albert Vogelsang II — Soest — gefallen. bbox=[572, 1100, 837, 1113]
section-heading: Brigade-Ersatz-Bataillon Nr. 55. bbox=[1212, 461, 1425, 474]
casualty-entry: Uffz. Josef Thor (3. Komp.), Bickendorf, Mühlhausen, leicht verw. bbox=[1070, 682, 1459, 695]
casualty-entry: Musk. Josef Wilhelm Amerongen — Vreden, Ahaus — schw. v. bbox=[572, 314, 938, 327]
casualty-entry: Musk. Eduard Remers — Düsseldorf — leicht verwundet. bbox=[572, 1186, 913, 1198]
casualty-entry: Krgsfr. Hermann Happe — Brackwede, Bielefeld — gefallen. bbox=[572, 682, 932, 695]
column-1 bbox=[90, 143, 550, 2146]
casualty-entry: Ref. Friedr. Sauerbier — Dortmund — l. v., b. d. Tr. bbox=[572, 891, 875, 904]
casualty-entry: Ref. Theodor Schumacher — Völlinghausen, Soest — l. v., b. d. Tr. bbox=[572, 952, 964, 966]
casualty-entry: Wehrm. Karl Schröter (1. Komp.) — Guma — bish. verwundet, bbox=[572, 1615, 943, 1628]
casualty-entry: Lbstm. Friedr. Mankle (2. Komp.) — Kunkow, Stolp — bbox=[1070, 1480, 1390, 1493]
casualty-entry: Erf. Ref. Lucian Porteleneile — Chevillon, Metz — schwer verw. bbox=[572, 670, 951, 683]
casualty-entry: Ref. Bernhard Hunecke — Schoneberg, Soest — leicht verwundet. bbox=[90, 1296, 487, 1309]
casualty-entry: Gefr. Heinrich Backhaus — Afseln, Büren — gefallen. bbox=[90, 1112, 408, 1125]
casualty-entry: Ref. Heinrich Bünis — Heintrop, Soest — gefallen. bbox=[572, 1088, 873, 1100]
casualty-entry: Ref. Franz Goebel — Neukrath, Solingen — schwer verw. bbox=[572, 1321, 913, 1334]
casualty-entry: Musk. Alois Schlösser — Düsseldorf — leicht verw. bbox=[572, 1308, 875, 1321]
casualty-entry: Musk. Johann Kowalkowski — Modzelewice, Wreschen — l. v. bbox=[572, 830, 938, 843]
casualty-entry: Ref. Karl Korthaus — Elsdorn, Hagen — leicht verwundet. bbox=[90, 928, 437, 941]
